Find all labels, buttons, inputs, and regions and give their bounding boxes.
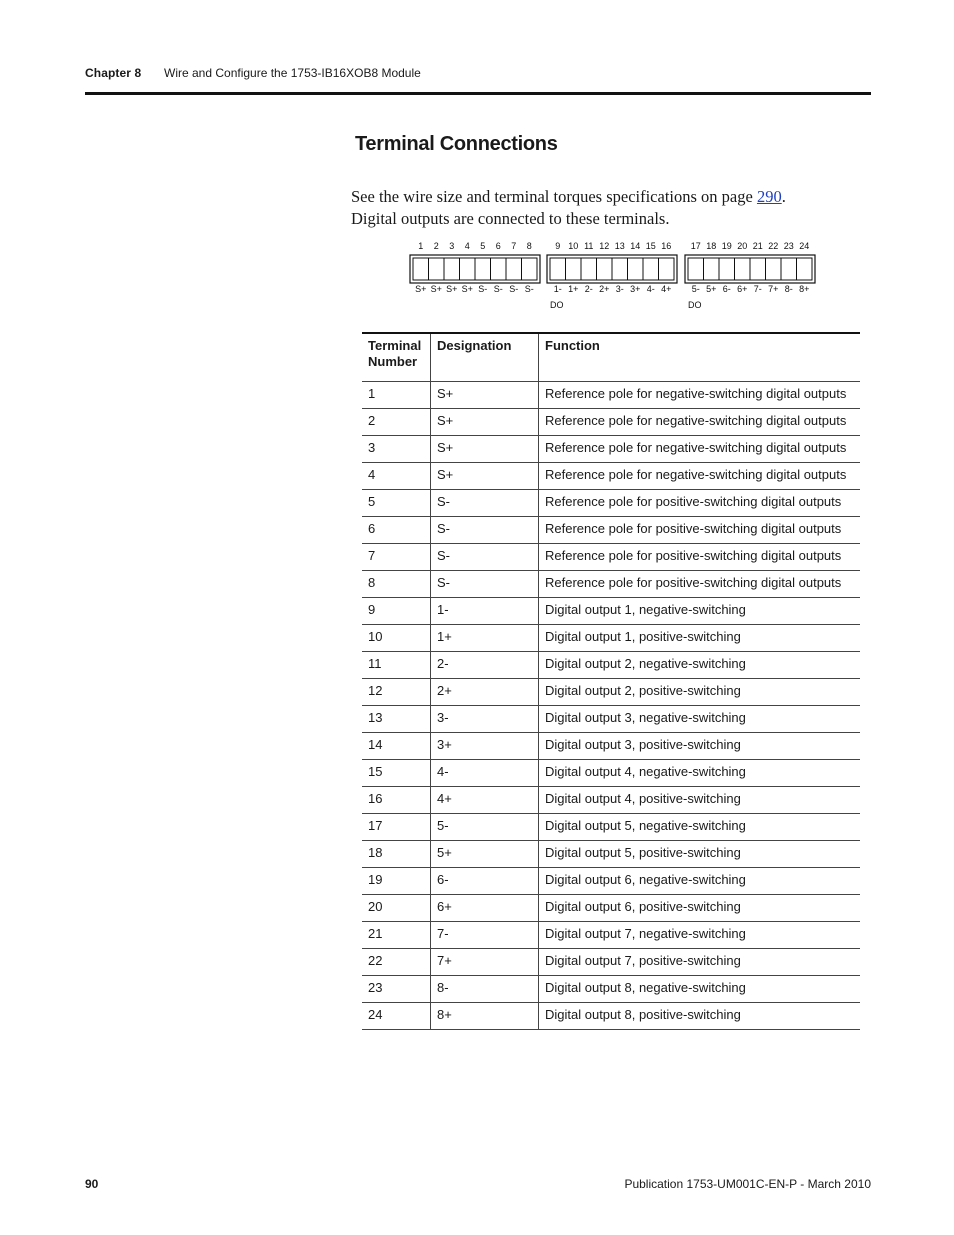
terminal-group-label: DO [550, 300, 564, 310]
terminal-designation-label: 5+ [706, 284, 717, 294]
table-row [362, 598, 860, 625]
terminal-number-label: 13 [614, 241, 625, 251]
cell-designation: 5+ [431, 841, 539, 868]
cell-function: Digital output 3, positive-switching [539, 733, 861, 760]
terminal-designation-label: 7+ [768, 284, 779, 294]
cell-function: Digital output 8, positive-switching [539, 1003, 861, 1030]
terminal-number-label: 17 [690, 241, 701, 251]
terminal-cell [429, 258, 445, 280]
cell-designation: 2- [431, 652, 539, 679]
terminal-cell [704, 258, 720, 280]
terminal-designation-label: 6- [722, 284, 731, 294]
cell-designation: 6+ [431, 895, 539, 922]
cell-designation: 7- [431, 922, 539, 949]
terminal-number-label: 6 [495, 241, 501, 251]
cell-terminal: 7 [362, 544, 431, 571]
cell-terminal: 1 [362, 382, 431, 409]
cell-function: Digital output 1, positive-switching [539, 625, 861, 652]
cell-designation: 3+ [431, 733, 539, 760]
cell-function: Reference pole for positive-switching digital outputs [539, 517, 861, 544]
cell-terminal: 4 [362, 463, 431, 490]
terminal-cell [781, 258, 797, 280]
cell-function: Reference pole for negative-switching digital outputs [539, 436, 861, 463]
terminal-designation-label: S+ [415, 284, 427, 294]
table-row [362, 436, 860, 463]
terminal-designation-label: S- [478, 284, 488, 294]
cell-designation: 8+ [431, 1003, 539, 1030]
terminal-number-label: 22 [768, 241, 779, 251]
publication-info: Publication 1753-UM001C-EN-P - March 2010 [624, 1177, 871, 1191]
terminal-number-label: 16 [661, 241, 672, 251]
cell-function: Digital output 1, negative-switching [539, 598, 861, 625]
cell-terminal: 23 [362, 976, 431, 1003]
terminal-number-label: 4 [464, 241, 470, 251]
terminal-cell [566, 258, 582, 280]
terminal-designation-label: 2+ [599, 284, 610, 294]
terminal-cell [597, 258, 613, 280]
cell-function: Digital output 8, negative-switching [539, 976, 861, 1003]
table-row [362, 760, 860, 787]
terminal-number-label: 8 [526, 241, 532, 251]
cell-function: Digital output 6, positive-switching [539, 895, 861, 922]
terminal-number-label: 3 [449, 241, 455, 251]
chapter-title: Wire and Configure the 1753-IB16XOB8 Module [164, 66, 421, 80]
table-row [362, 571, 860, 598]
cell-function: Digital output 5, positive-switching [539, 841, 861, 868]
cell-designation: S+ [431, 382, 539, 409]
cell-terminal: 16 [362, 787, 431, 814]
section-title: Terminal Connections [355, 133, 558, 155]
terminal-designation-label: 7- [753, 284, 762, 294]
cell-function: Reference pole for positive-switching digital outputs [539, 490, 861, 517]
cell-designation: S- [431, 490, 539, 517]
terminal-number-label: 7 [511, 241, 517, 251]
terminal-number-label: 24 [799, 241, 810, 251]
cell-terminal: 10 [362, 625, 431, 652]
cell-terminal: 2 [362, 409, 431, 436]
terminal-cell [475, 258, 491, 280]
cell-function: Digital output 4, negative-switching [539, 760, 861, 787]
cell-terminal: 3 [362, 436, 431, 463]
terminal-number-label: 20 [737, 241, 748, 251]
cell-designation: 3- [431, 706, 539, 733]
cell-function: Reference pole for negative-switching digital outputs [539, 463, 861, 490]
cell-terminal: 20 [362, 895, 431, 922]
table-row [362, 706, 860, 733]
page-link[interactable]: 290 [756, 187, 782, 206]
terminal-designation-label: S- [524, 284, 534, 294]
terminal-diagram-svg [405, 238, 825, 314]
cell-function: Digital output 7, positive-switching [539, 949, 861, 976]
table-row [362, 679, 860, 706]
cell-function: Reference pole for positive-switching digital outputs [539, 544, 861, 571]
terminal-designation-label: 4- [646, 284, 655, 294]
intro-line-2: Digital outputs are connected to these terminals. [351, 209, 670, 228]
cell-terminal: 19 [362, 868, 431, 895]
page-number: 90 [85, 1177, 99, 1191]
terminal-diagram [405, 238, 825, 314]
table-row [362, 625, 860, 652]
cell-designation: S- [431, 517, 539, 544]
cell-designation: 4+ [431, 787, 539, 814]
terminal-number-label: 14 [630, 241, 641, 251]
cell-terminal: 9 [362, 598, 431, 625]
table-row [362, 463, 860, 490]
cell-function: Digital output 4, positive-switching [539, 787, 861, 814]
terminal-cell [581, 258, 597, 280]
table-row [362, 652, 860, 679]
header-terminal-number [362, 333, 431, 382]
cell-designation: 1+ [431, 625, 539, 652]
terminal-number-label: 2 [433, 241, 439, 251]
table-row [362, 1003, 860, 1030]
terminal-cell [460, 258, 476, 280]
cell-function: Digital output 6, negative-switching [539, 868, 861, 895]
terminal-number-label: 12 [599, 241, 610, 251]
terminal-number-label: 9 [555, 241, 561, 251]
terminal-number-label: 19 [721, 241, 732, 251]
terminal-cell [643, 258, 659, 280]
table-row [362, 544, 860, 571]
table-row [362, 733, 860, 760]
intro-text-before-link: See the wire size and terminal torques specifications on page [351, 187, 757, 206]
table-row [362, 868, 860, 895]
cell-function: Digital output 5, negative-switching [539, 814, 861, 841]
header-terminal-line1: Terminal [368, 338, 422, 353]
cell-terminal: 13 [362, 706, 431, 733]
cell-function: Reference pole for negative-switching digital outputs [539, 382, 861, 409]
terminal-cell [506, 258, 522, 280]
cell-designation: 2+ [431, 679, 539, 706]
terminal-number-label: 21 [752, 241, 763, 251]
terminal-number-label: 18 [706, 241, 717, 251]
cell-terminal: 12 [362, 679, 431, 706]
terminal-cell [797, 258, 813, 280]
terminal-cell [735, 258, 751, 280]
cell-function: Digital output 2, positive-switching [539, 679, 861, 706]
terminal-cell [628, 258, 644, 280]
cell-terminal: 5 [362, 490, 431, 517]
terminal-designation-label: 5- [691, 284, 700, 294]
terminal-designation-label: 8- [784, 284, 793, 294]
header-designation: Designation [431, 333, 539, 382]
page-header [85, 66, 871, 95]
header-function: Function [539, 333, 861, 382]
terminal-cell [719, 258, 735, 280]
cell-terminal: 11 [362, 652, 431, 679]
terminal-designation-label: 3- [615, 284, 624, 294]
terminal-number-label: 23 [783, 241, 794, 251]
terminal-designation-label: 6+ [737, 284, 748, 294]
terminal-number-label: 11 [584, 241, 594, 251]
cell-terminal: 21 [362, 922, 431, 949]
cell-designation: S+ [431, 463, 539, 490]
table-row [362, 895, 860, 922]
table-row [362, 949, 860, 976]
terminal-cell [688, 258, 704, 280]
cell-function: Digital output 2, negative-switching [539, 652, 861, 679]
terminal-cell [444, 258, 460, 280]
table-row [362, 517, 860, 544]
table-row [362, 814, 860, 841]
cell-terminal: 6 [362, 517, 431, 544]
cell-terminal: 18 [362, 841, 431, 868]
terminal-number-label: 10 [568, 241, 579, 251]
table-row [362, 976, 860, 1003]
terminal-cell [659, 258, 675, 280]
header-terminal-line2: Number [368, 354, 418, 369]
terminal-designation-label: 2- [584, 284, 593, 294]
cell-designation: 4- [431, 760, 539, 787]
terminal-designation-label: 8+ [799, 284, 810, 294]
terminal-cell [491, 258, 507, 280]
table-row [362, 922, 860, 949]
table-body [362, 382, 860, 1030]
terminal-cell [766, 258, 782, 280]
cell-terminal: 8 [362, 571, 431, 598]
cell-function: Digital output 3, negative-switching [539, 706, 861, 733]
cell-function: Digital output 7, negative-switching [539, 922, 861, 949]
table-row [362, 490, 860, 517]
terminal-number-label: 1 [418, 241, 424, 251]
table-row [362, 409, 860, 436]
intro-text-after-link: . [781, 187, 786, 206]
cell-designation: 8- [431, 976, 539, 1003]
terminal-cell [612, 258, 628, 280]
cell-terminal: 17 [362, 814, 431, 841]
intro-text [351, 186, 871, 230]
cell-function: Reference pole for negative-switching digital outputs [539, 409, 861, 436]
table-header-row [362, 333, 860, 382]
cell-terminal: 22 [362, 949, 431, 976]
cell-designation: 5- [431, 814, 539, 841]
cell-designation: 6- [431, 868, 539, 895]
cell-designation: S- [431, 544, 539, 571]
chapter-label: Chapter 8 [85, 66, 142, 80]
cell-designation: 1- [431, 598, 539, 625]
cell-designation: S- [431, 571, 539, 598]
table-row [362, 787, 860, 814]
cell-designation: 7+ [431, 949, 539, 976]
cell-designation: S+ [431, 409, 539, 436]
terminal-designation-label: 4+ [661, 284, 672, 294]
terminal-designation-label: S- [493, 284, 503, 294]
table-row [362, 841, 860, 868]
cell-terminal: 15 [362, 760, 431, 787]
terminal-designation-label: 3+ [630, 284, 641, 294]
terminal-designation-label: 1- [553, 284, 562, 294]
terminal-number-label: 15 [645, 241, 656, 251]
table-row [362, 382, 860, 409]
terminal-cell [750, 258, 766, 280]
terminal-designation-label: S+ [446, 284, 458, 294]
terminal-cell [522, 258, 538, 280]
cell-function: Reference pole for positive-switching digital outputs [539, 571, 861, 598]
terminal-designation-label: S- [509, 284, 519, 294]
terminal-designation-label: S+ [461, 284, 473, 294]
terminal-designation-label: 1+ [568, 284, 579, 294]
cell-designation: S+ [431, 436, 539, 463]
terminal-cell [413, 258, 429, 280]
terminal-table [362, 332, 860, 1030]
intro-line-1 [351, 186, 871, 208]
terminal-cell [550, 258, 566, 280]
terminal-group-label: DO [688, 300, 702, 310]
cell-terminal: 24 [362, 1003, 431, 1030]
terminal-designation-label: S+ [430, 284, 442, 294]
terminal-number-label: 5 [480, 241, 486, 251]
cell-terminal: 14 [362, 733, 431, 760]
